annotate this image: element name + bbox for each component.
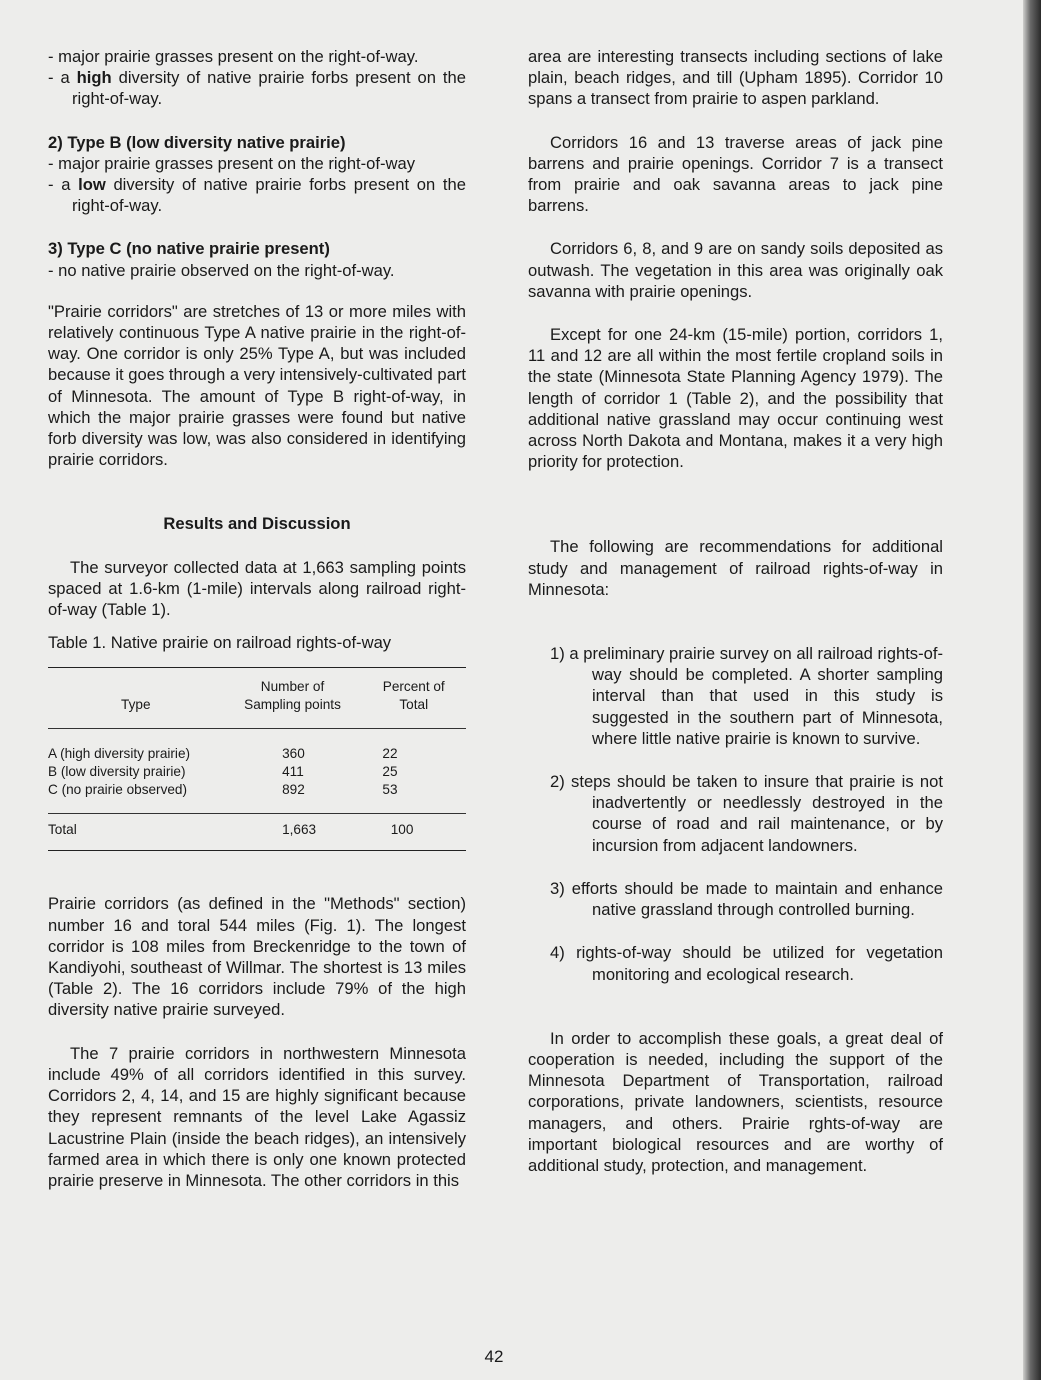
recommendation-item: 3) efforts should be made to maintain and enhance native grassland through controlled burning. <box>550 878 943 920</box>
native-prairie-table <box>48 678 466 714</box>
northwestern-corridors-paragraph: The 7 prairie corridors in northwestern Minnesota include 49% of all corridors identified in this survey. Corridors 2, 4, 14, and 15 are highly significant because they represent remnants of the level Lake Agassiz Lacustrine Plain (inside the beach ridges), an intensively farmed area in which there is only one known protected prairie preserve in Minnesota. The other corridors in this <box>48 1043 466 1190</box>
fertile-cropland-paragraph: Except for one 24-km (15-mile) portion, corridors 1, 11 and 12 are all within the most fertile cropland soils in the state (Minnesota State Planning Agency 1979). The length of corridor 1 (Table 2), and the possibility that additional native grassland may occur continuing west across North Dakota and Montana, makes it a very high priority for protection. <box>528 325 943 472</box>
type-a-criterion-forbs: - a high diversity of native prairie forbs present on the right-of-way. <box>48 68 467 109</box>
type-c-heading: 3) Type C (no native prairie present) <box>48 239 330 259</box>
header-type: Type <box>121 697 151 713</box>
sandy-soils-paragraph: Corridors 6, 8, and 9 are on sandy soils deposited as outwash. The vegetation in this area was originally oak savanna with prairie openings. <box>528 239 943 301</box>
table-total-rule <box>48 813 466 814</box>
type-b-criterion-forbs: - a low diversity of native prairie forbs present on the right-of-way. <box>48 175 466 216</box>
table-body <box>48 745 466 799</box>
table-total <box>48 821 466 839</box>
type-b-criterion-grasses: - major prairie grasses present on the right-of-way <box>48 153 416 173</box>
recommendation-item: 1) a preliminary prairie survey on all railroad rights-of-way should be completed. A shorter sampling interval than that used in this study is suggested in the southern part of Minnesota, where little native prairie is known to survive. <box>550 644 943 748</box>
results-discussion-heading: Results and Discussion <box>163 514 351 534</box>
header-number: Number of Sampling points <box>244 679 341 713</box>
type-c-criterion: - no native prairie observed on the right-of-way. <box>48 260 395 280</box>
right-column <box>528 46 943 1176</box>
recommendation-item: 2) steps should be taken to insure that prairie is not inadvertently or needlessly destroyed in the course of road and rail maintenance, or by incursion from adjacent landowners. <box>550 772 943 855</box>
prairie-corridors-definition: "Prairie corridors" are stretches of 13 or more miles with relatively continuous Type A native prairie in the right-of-way. One corridor is only 25% Type A, but was included because it goes through a very intensively-cultivated part of Minnesota. The amount of Type B right-of-way, in which the major prairie grasses were found but native forb diversity was low, was also considered in identifying prairie corridors. <box>48 301 466 470</box>
surveyor-paragraph: The surveyor collected data at 1,663 sampling points spaced at 1.6-km (1-mile) intervals along railroad right-of-way (Table 1). <box>48 557 466 620</box>
table-header-row <box>48 678 466 714</box>
left-column <box>48 46 466 1191</box>
table-header-rule <box>48 728 466 729</box>
table-caption: Table 1. Native prairie on railroad rights-of-way <box>48 633 392 653</box>
page-binding-edge <box>1023 0 1041 1380</box>
prairie-corridors-results: Prairie corridors (as defined in the "Methods" section) number 16 and toral 544 miles (Fig. 1). The longest corridor is 108 miles from Breckenridge to the town of Kandiyohi, southeast of Willmar. The shortest is 13 miles (Table 2). The 16 corridors include 79% of the high diversity native prairie surveyed. <box>48 894 466 1020</box>
page-number: 42 <box>484 1347 504 1366</box>
table-row: B (low diversity prairie) 411 25 <box>48 764 398 780</box>
type-b-heading: 2) Type B (low diversity native prairie) <box>48 132 346 152</box>
recommendation-item: 4) rights-of-way should be utilized for vegetation monitoring and ecological research. <box>550 943 943 984</box>
table-row: C (no prairie observed) 892 53 <box>48 782 398 798</box>
table-bottom-rule <box>48 850 466 851</box>
cooperation-paragraph: In order to accomplish these goals, a great deal of cooperation is needed, including the support of the Minnesota Department of Transportation, railroad corporations, private landowners, scientists, resource managers, and others. Prairie rghts-of-way are important biological resources and are worthy of additional study, protection, and management. <box>528 1028 943 1175</box>
table-total-row: Total 1,663 100 <box>48 822 414 838</box>
type-a-criterion-grasses: - major prairie grasses present on the right-of-way. <box>48 47 419 66</box>
table-row: A (high diversity prairie) 360 22 <box>48 746 398 762</box>
recommendations-intro: The following are recommendations for additional study and management of railroad rights-of-way in Minnesota: <box>528 537 943 599</box>
header-percent: Percent of Total <box>382 679 445 713</box>
transects-paragraph: area are interesting transects including sections of lake plain, beach ridges, and till (Upham 1895). Corridor 10 spans a transect from prairie to aspen parkland. <box>528 47 943 109</box>
table-top-rule <box>48 667 466 668</box>
jack-pine-paragraph: Corridors 16 and 13 traverse areas of jack pine barrens and prairie openings. Corridor 7 is a transect from prairie and oak savanna areas to jack pine barrens. <box>528 132 943 216</box>
